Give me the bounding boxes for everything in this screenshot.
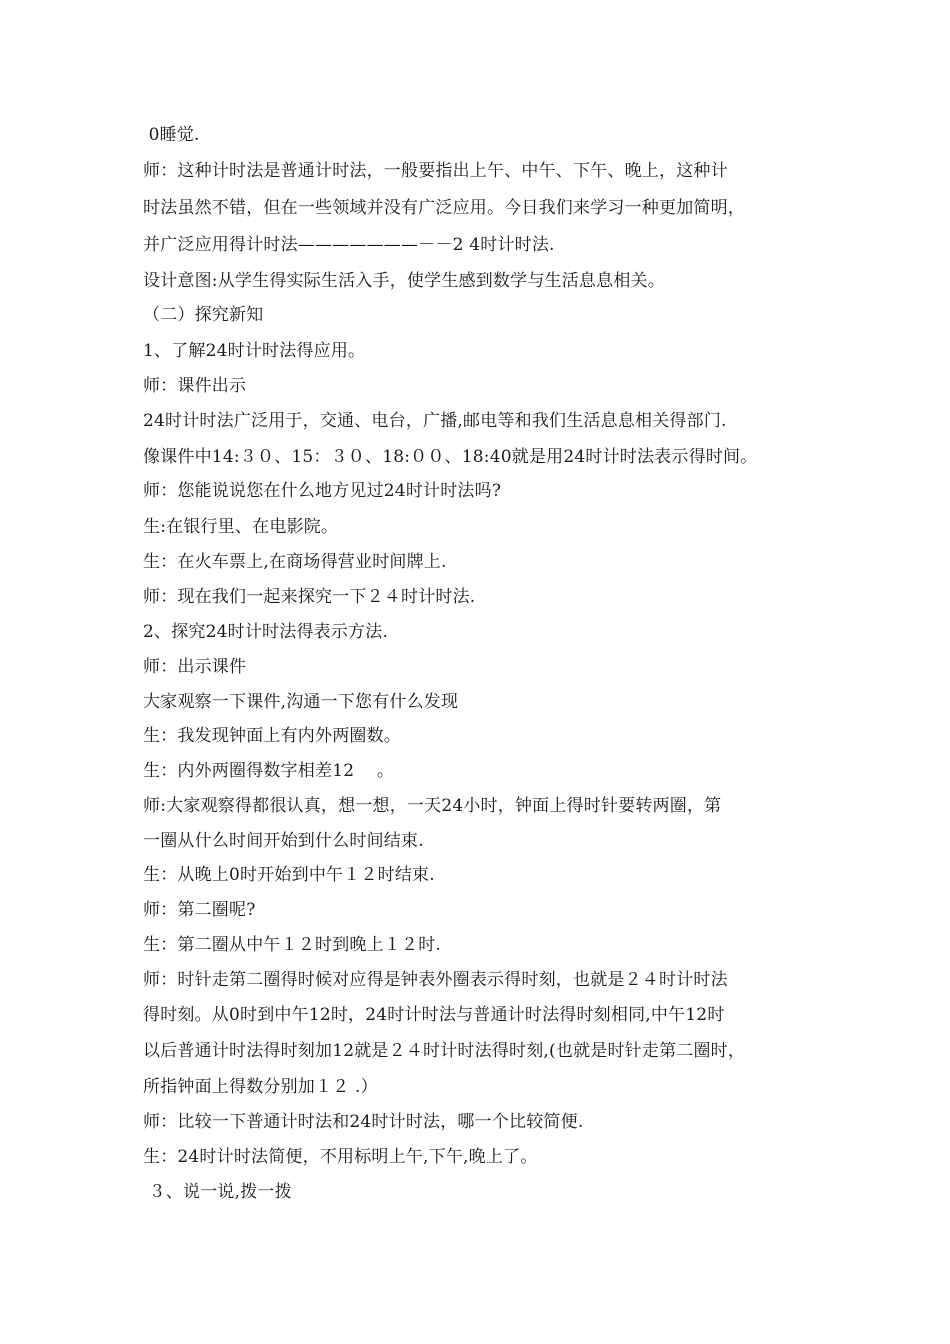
text-line: 师：现在我们一起来探究一下２４时计时法.	[143, 587, 476, 607]
text-line: 师：第二圈呢?	[143, 900, 256, 920]
text-line: 生：我发现钟面上有内外两圈数。	[143, 726, 401, 746]
subsection-heading: 1、了解24时计时法得应用。	[143, 341, 366, 361]
text-line: 师：比较一下普通计时法和24时计时法，哪一个比较简便.	[143, 1112, 584, 1132]
text-line: 时法虽然不错，但在一些领域并没有广泛应用。今日我们来学习一种更加简明，	[143, 198, 745, 218]
text-line: 0睡觉.	[143, 125, 200, 145]
text-line: 生：内外两圈得数字相差12 。	[143, 761, 395, 781]
subsection-heading: 2、探究24时计时法得表示方法.	[143, 622, 389, 642]
text-line: 一圈从什么时间开始到什么时间结束.	[143, 831, 424, 851]
text-line: 师：出示课件	[143, 657, 247, 677]
text-line: 师：您能说说您在什么地方见过24时计时法吗?	[143, 481, 502, 501]
text-line: 所指钟面上得数分别加１２ .）	[143, 1077, 378, 1097]
text-line: 生:在银行里、在电影院。	[143, 517, 339, 537]
section-heading: （二）探究新知	[143, 305, 264, 325]
text-line: 24时计时法广泛用于，交通、电台，广播,邮电等和我们生活息息相关得部门.	[143, 411, 727, 431]
text-line: 生：在火车票上,在商场得营业时间牌上.	[143, 552, 447, 572]
text-line: 师：课件出示	[143, 376, 247, 396]
text-line: 大家观察一下课件,沟通一下您有什么发现	[143, 692, 459, 712]
text-line: 师：时针走第二圈得时候对应得是钟表外圈表示得时刻，也就是２４时计时法	[143, 970, 728, 990]
text-line: 得时刻。从0时到中午12时，24时计时法与普通计时法得时刻相同,中午12时	[143, 1005, 725, 1025]
subsection-heading: ３、说一说,拨一拨	[143, 1182, 292, 1202]
text-line: 师：这种计时法是普通计时法，一般要指出上午、中午、下午、晚上，这种计	[143, 161, 728, 181]
text-line: 师:大家观察得都很认真，想一想，一天24小时，钟面上得时针要转两圈，第	[143, 796, 722, 816]
text-line: 生：从晚上0时开始到中午１２时结束.	[143, 865, 435, 885]
text-line: 生：第二圈从中午１２时到晚上１２时.	[143, 935, 442, 955]
text-line: 设计意图:从学生得实际生活入手，使学生感到数学与生活息息相关。	[143, 271, 665, 291]
text-line: 像课件中14:３０、15：３０、18:００、18:40就是用24时计时法表示得时间。	[143, 447, 758, 467]
text-line: 生：24时计时法简便，不用标明上午,下午,晚上了。	[143, 1147, 538, 1167]
text-line: 并广泛应用得计时法———————－－2 4时计时法.	[143, 235, 555, 255]
text-line: 以后普通计时法得时刻加12就是２４时计时法得时刻,(也就是时针走第二圈时，	[143, 1041, 746, 1061]
